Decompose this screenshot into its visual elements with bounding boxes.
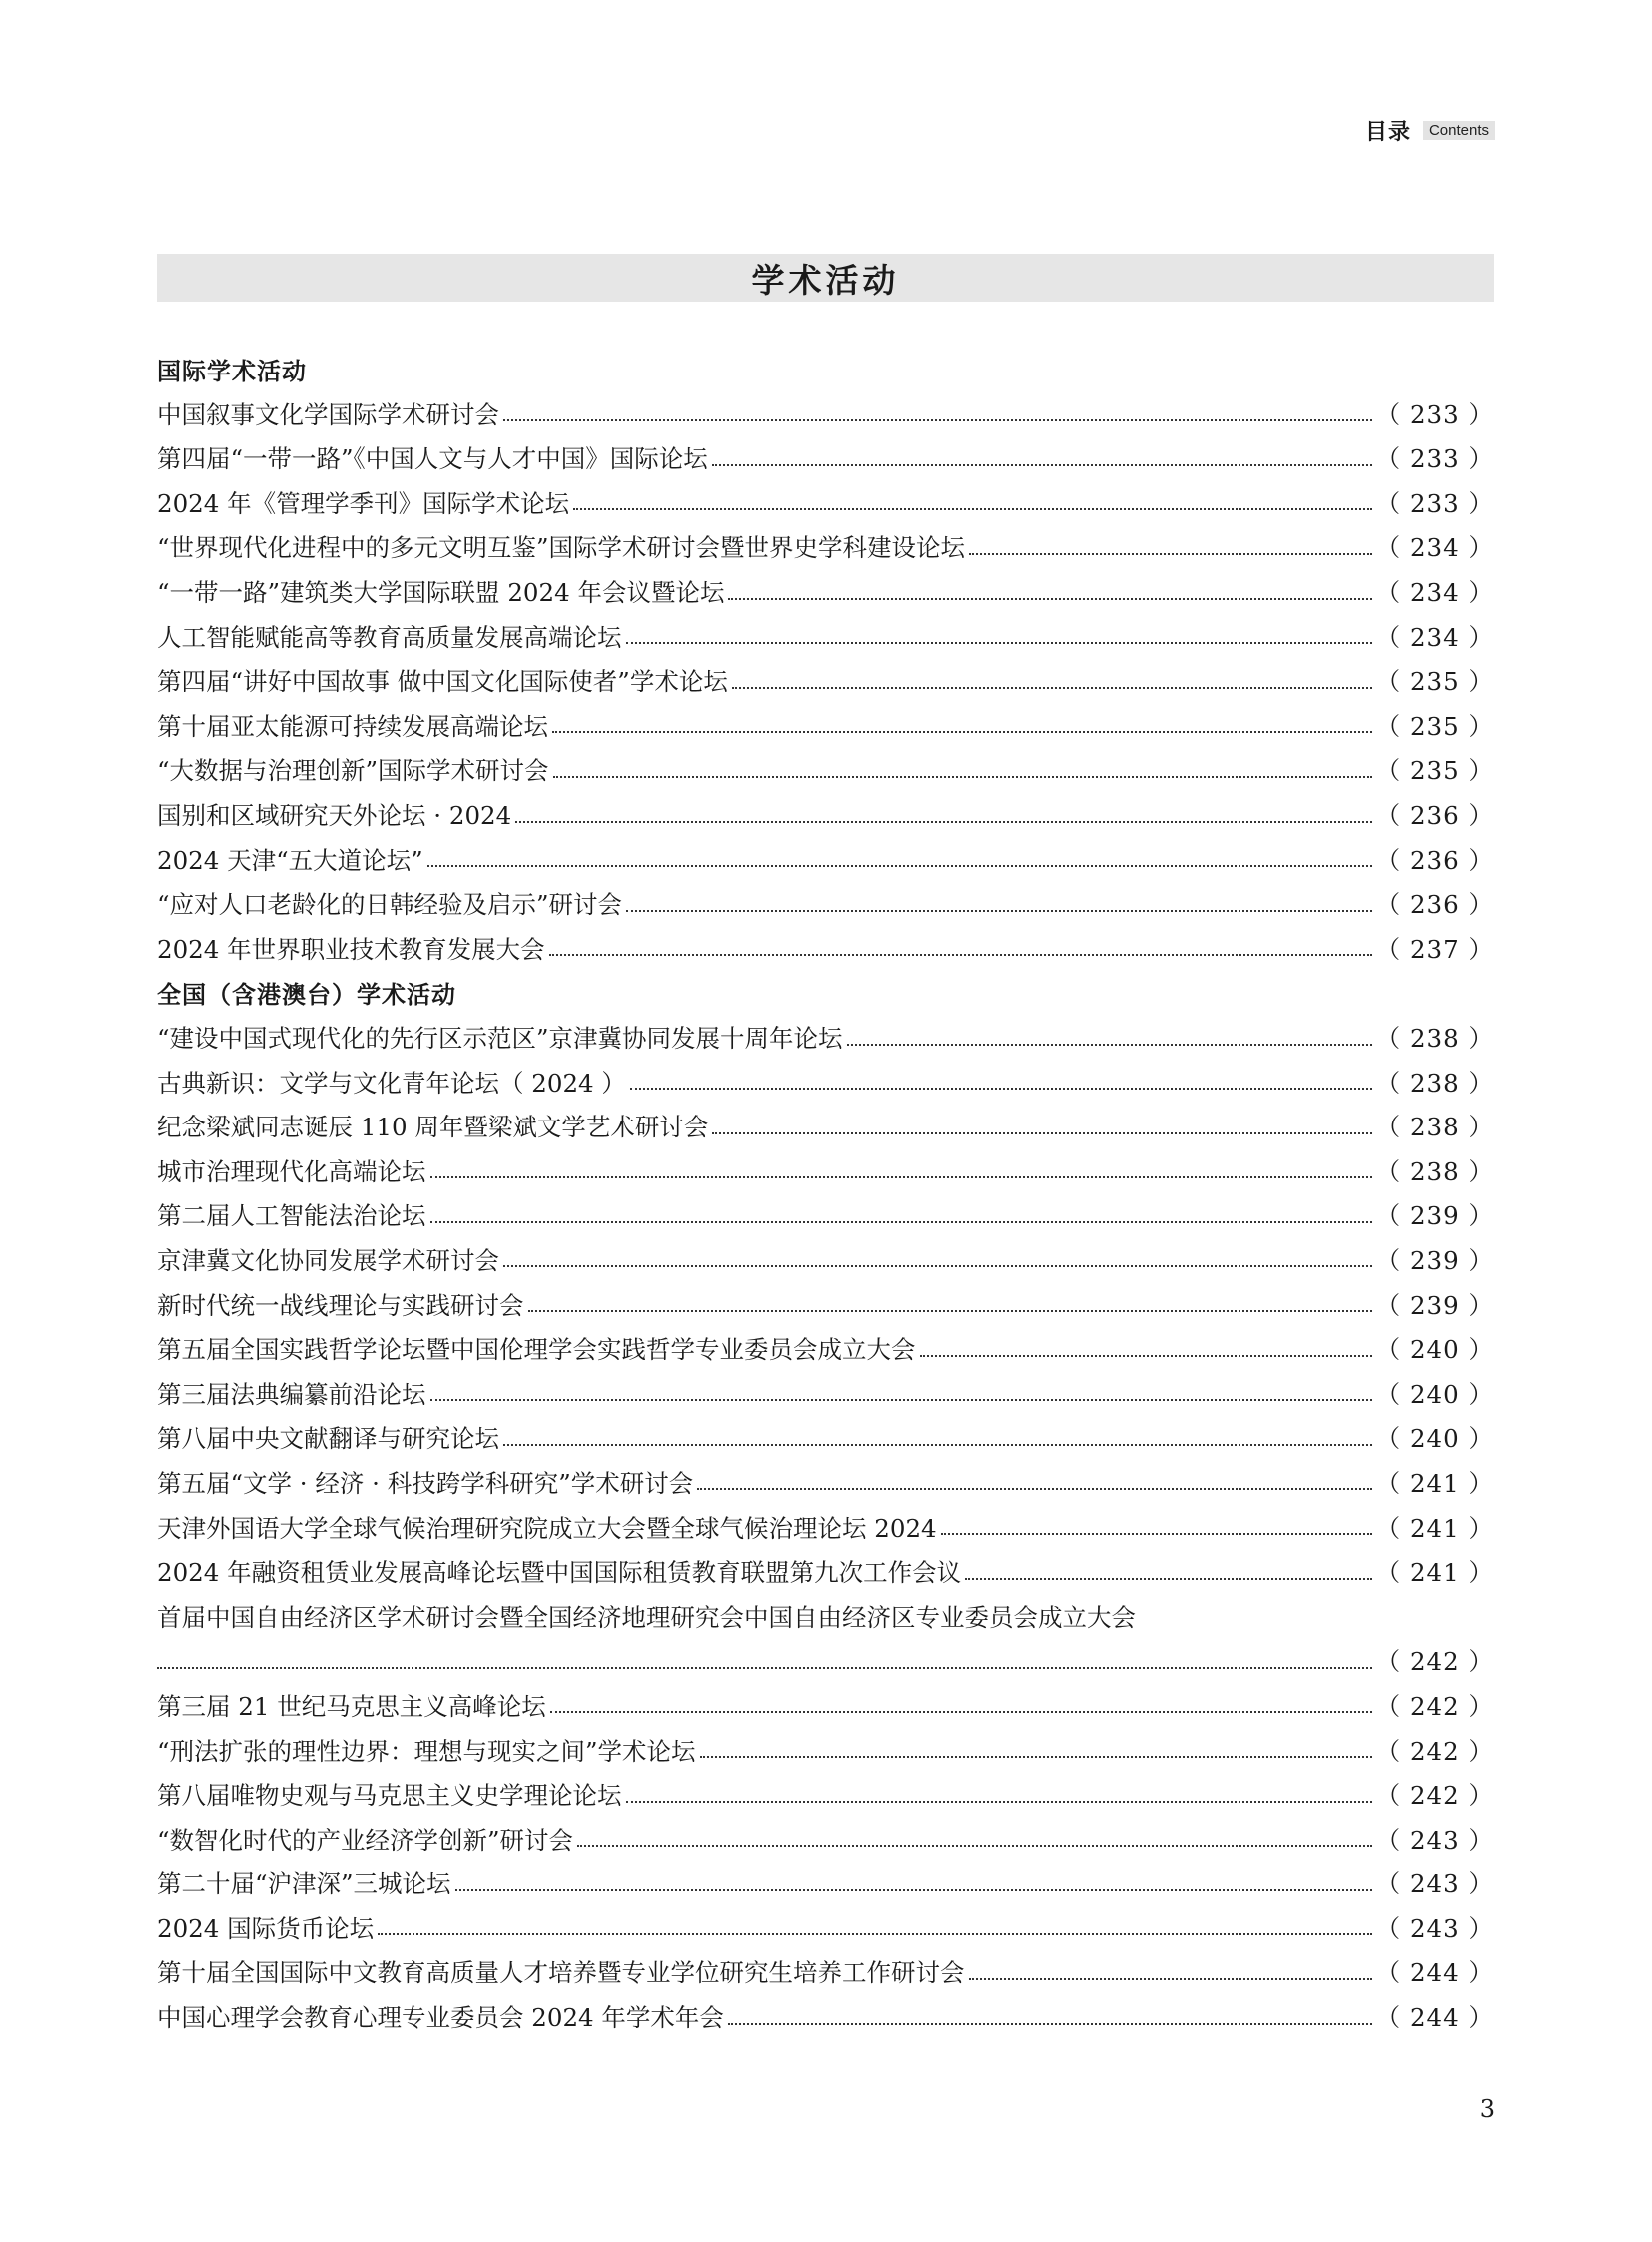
toc-leader-dots — [920, 1355, 1372, 1357]
toc-entry-title: 2024 天津“五大道论坛” — [157, 845, 423, 875]
toc-leader-dots — [550, 1711, 1372, 1713]
toc-entry-title: 2024 年世界职业技术教育发展大会 — [157, 934, 545, 964]
toc-entry[interactable] — [157, 1814, 1494, 1859]
toc-entry[interactable] — [157, 611, 1494, 656]
toc-leader-dots — [700, 1756, 1372, 1758]
toc-entry-title: 城市治理现代化高端论坛 — [157, 1156, 426, 1186]
toc-entry[interactable] — [157, 1858, 1494, 1902]
toc-entry-page: （ 233 ） — [1375, 399, 1494, 429]
toc-entry-page: （ 237 ） — [1375, 934, 1494, 964]
toc-entry[interactable] — [157, 744, 1494, 789]
toc-entry-title: “数智化时代的产业经济学创新”研讨会 — [157, 1825, 574, 1855]
page-number: 3 — [1479, 2095, 1495, 2123]
toc-group-heading-text: 国际学术活动 — [157, 357, 307, 385]
toc-entry-title: 中国叙事文化学国际学术研讨会 — [157, 399, 499, 429]
toc-entry-page: （ 239 ） — [1375, 1290, 1494, 1320]
toc-group-heading — [157, 344, 1494, 388]
toc-entry[interactable] — [157, 655, 1494, 700]
toc-leader-dots — [969, 553, 1372, 555]
toc-leader-dots — [630, 1088, 1372, 1090]
toc-entry[interactable] — [157, 1101, 1494, 1145]
toc-entry-page: （ 235 ） — [1375, 667, 1494, 697]
toc-group-heading-text: 全国（含港澳台）学术活动 — [157, 980, 456, 1009]
toc-leader-dots — [732, 687, 1372, 689]
toc-leader-dots — [847, 1044, 1372, 1046]
toc-entry-title: 第五届全国实践哲学论坛暨中国伦理学会实践哲学专业委员会成立大会 — [157, 1335, 916, 1365]
toc-entry[interactable] — [157, 1724, 1494, 1769]
toc-entry[interactable] — [157, 878, 1494, 923]
toc-entry-page: （ 244 ） — [1375, 1958, 1494, 1988]
table-of-contents — [157, 344, 1494, 2036]
toc-leader-dots — [378, 1933, 1372, 1935]
toc-entry-title: “建设中国式现代化的先行区示范区”京津冀协同发展十周年论坛 — [157, 1024, 843, 1053]
toc-entry-page: （ 240 ） — [1375, 1335, 1494, 1365]
toc-entry-page: （ 236 ） — [1375, 890, 1494, 920]
toc-entry-page: （ 243 ） — [1375, 1913, 1494, 1943]
toc-entry-page: （ 240 ） — [1375, 1424, 1494, 1454]
toc-entry-page: （ 233 ） — [1375, 444, 1494, 474]
toc-leader-dots — [553, 776, 1372, 778]
toc-entry[interactable] — [157, 834, 1494, 879]
toc-entry-page: （ 235 ） — [1375, 711, 1494, 741]
toc-entry[interactable] — [157, 789, 1494, 834]
toc-entry-page: （ 238 ） — [1375, 1068, 1494, 1098]
toc-entry-title: 第四届“讲好中国故事 做中国文化国际使者”学术论坛 — [157, 667, 728, 697]
toc-entry-title: “应对人口老龄化的日韩经验及启示”研讨会 — [157, 890, 623, 920]
toc-leader-dots — [528, 1310, 1372, 1312]
toc-entry[interactable] — [157, 388, 1494, 433]
toc-leader-dots — [965, 1578, 1372, 1580]
toc-entry[interactable] — [157, 1501, 1494, 1546]
toc-leader-dots — [626, 1801, 1372, 1803]
toc-entry-title: 第十届全国国际中文教育高质量人才培养暨专业学位研究生培养工作研讨会 — [157, 1958, 965, 1988]
section-title-band — [157, 254, 1494, 302]
toc-leader-dots — [427, 865, 1372, 867]
toc-leader-dots — [712, 464, 1372, 466]
toc-entry-title: “大数据与治理创新”国际学术研讨会 — [157, 756, 549, 786]
toc-entry[interactable] — [157, 521, 1494, 566]
toc-entry-page: （ 235 ） — [1375, 756, 1494, 786]
toc-entry[interactable] — [157, 1323, 1494, 1368]
toc-entry-continuation[interactable] — [157, 1635, 1494, 1680]
toc-entry-page: （ 243 ） — [1375, 1869, 1494, 1899]
toc-entry-page: （ 233 ） — [1375, 488, 1494, 518]
toc-entry[interactable] — [157, 477, 1494, 522]
toc-entry-page: （ 236 ） — [1375, 801, 1494, 831]
toc-entry-title: 第五届“文学 · 经济 · 科技跨学科研究”学术研讨会 — [157, 1468, 694, 1498]
toc-entry-title: 第八届唯物史观与马克思主义史学理论论坛 — [157, 1781, 622, 1811]
toc-entry[interactable] — [157, 1412, 1494, 1457]
toc-leader-dots — [728, 598, 1371, 600]
toc-entry[interactable] — [157, 1769, 1494, 1814]
toc-leader-dots — [503, 419, 1372, 421]
toc-leader-dots — [626, 642, 1372, 644]
toc-entry[interactable] — [157, 923, 1494, 968]
toc-entry-page: （ 238 ） — [1375, 1156, 1494, 1186]
toc-leader-dots — [430, 1176, 1372, 1178]
toc-entry[interactable] — [157, 1946, 1494, 1991]
toc-leader-dots — [430, 1221, 1372, 1223]
running-head-subtitle: Contents — [1423, 121, 1495, 140]
toc-leader-dots — [157, 1667, 1372, 1669]
toc-entry-page: （ 240 ） — [1375, 1379, 1494, 1409]
toc-entry[interactable] — [157, 1234, 1494, 1279]
toc-entry-page: （ 236 ） — [1375, 845, 1494, 875]
toc-entry-title: 2024 年《管理学季刊》国际学术论坛 — [157, 488, 570, 518]
toc-entry[interactable] — [157, 1902, 1494, 1947]
toc-entry-page: （ 243 ） — [1375, 1825, 1494, 1855]
toc-entry[interactable] — [157, 1991, 1494, 2036]
toc-entry[interactable] — [157, 1368, 1494, 1413]
toc-entry-page: （ 242 ） — [1375, 1781, 1494, 1811]
toc-leader-dots — [515, 821, 1371, 823]
toc-leader-dots — [941, 1533, 1372, 1535]
toc-entry-page: （ 238 ） — [1375, 1113, 1494, 1142]
toc-entry-page: （ 242 ） — [1375, 1691, 1494, 1721]
toc-leader-dots — [573, 508, 1372, 510]
running-head-title: 目录 — [1364, 120, 1411, 145]
toc-leader-dots — [969, 1978, 1372, 1980]
toc-entry-title: “一带一路”建筑类大学国际联盟 2024 年会议暨论坛 — [157, 578, 725, 608]
toc-leader-dots — [712, 1132, 1371, 1134]
toc-leader-dots — [577, 1845, 1372, 1847]
toc-entry-page: （ 241 ） — [1375, 1558, 1494, 1588]
toc-entry[interactable] — [157, 432, 1494, 477]
toc-entry-title: 2024 年融资租赁业发展高峰论坛暨中国国际租赁教育联盟第九次工作会议 — [157, 1558, 962, 1588]
toc-leader-dots — [626, 910, 1372, 912]
toc-entry-page: （ 234 ） — [1375, 533, 1494, 563]
toc-leader-dots — [728, 2023, 1372, 2025]
toc-entry-title: “世界现代化进程中的多元文明互鉴”国际学术研讨会暨世界史学科建设论坛 — [157, 533, 966, 563]
toc-entry-page: （ 234 ） — [1375, 578, 1494, 608]
toc-entry-title: 纪念梁斌同志诞辰 110 周年暨梁斌文学艺术研讨会 — [157, 1113, 709, 1142]
toc-entry-title: 第三届法典编纂前沿论坛 — [157, 1379, 426, 1409]
toc-entry-page: （ 241 ） — [1375, 1468, 1494, 1498]
toc-entry-title: 第三届 21 世纪马克思主义高峰论坛 — [157, 1691, 546, 1721]
toc-leader-dots — [430, 1399, 1372, 1401]
toc-entry-title: 中国心理学会教育心理专业委员会 2024 年学术年会 — [157, 2003, 724, 2033]
toc-entry[interactable] — [157, 566, 1494, 611]
toc-entry[interactable] — [157, 1546, 1494, 1591]
toc-entry-title: 天津外国语大学全球气候治理研究院成立大会暨全球气候治理论坛 2024 — [157, 1513, 937, 1543]
toc-entry[interactable] — [157, 1145, 1494, 1190]
toc-entry-page: （ 244 ） — [1375, 2003, 1494, 2033]
toc-entry-page: （ 239 ） — [1375, 1201, 1494, 1231]
toc-entry[interactable] — [157, 1278, 1494, 1323]
toc-entry-title: 新时代统一战线理论与实践研讨会 — [157, 1290, 524, 1320]
toc-leader-dots — [697, 1488, 1371, 1490]
toc-entry[interactable] — [157, 1057, 1494, 1102]
toc-entry[interactable] — [157, 1457, 1494, 1502]
toc-entry-title: 第十届亚太能源可持续发展高端论坛 — [157, 711, 548, 741]
toc-leader-dots — [552, 731, 1372, 733]
toc-leader-dots — [549, 954, 1372, 956]
toc-entry-page: （ 241 ） — [1375, 1513, 1494, 1543]
toc-entry[interactable] — [157, 1680, 1494, 1725]
toc-entry[interactable] — [157, 1012, 1494, 1057]
toc-leader-dots — [503, 1444, 1372, 1446]
toc-entry-title: 国别和区域研究天外论坛 · 2024 — [157, 801, 512, 831]
toc-entry-title: 第八届中央文献翻译与研究论坛 — [157, 1424, 499, 1454]
toc-entry[interactable] — [157, 700, 1494, 745]
toc-leader-dots — [455, 1889, 1372, 1891]
toc-entry-title: 第四届“一带一路”《中国人文与人才中国》国际论坛 — [157, 444, 708, 474]
toc-entry[interactable] — [157, 1591, 1494, 1636]
toc-entry-page: （ 239 ） — [1375, 1245, 1494, 1275]
toc-entry-page: （ 238 ） — [1375, 1024, 1494, 1053]
toc-entry[interactable] — [157, 1189, 1494, 1234]
toc-entry-title: 2024 国际货币论坛 — [157, 1913, 375, 1943]
toc-entry-page: （ 242 ） — [1375, 1736, 1494, 1766]
toc-entry-page: （ 234 ） — [1375, 622, 1494, 652]
running-head — [1365, 115, 1495, 146]
toc-group-heading — [157, 967, 1494, 1012]
toc-entry-page: （ 242 ） — [1375, 1647, 1494, 1677]
toc-leader-dots — [503, 1265, 1372, 1267]
toc-entry-title: “刑法扩张的理性边界：理想与现实之间”学术论坛 — [157, 1736, 696, 1766]
toc-entry-title: 古典新识：文学与文化青年论坛（ 2024 ） — [157, 1068, 626, 1098]
toc-entry-title: 人工智能赋能高等教育高质量发展高端论坛 — [157, 622, 622, 652]
toc-entry-title: 首届中国自由经济区学术研讨会暨全国经济地理研究会中国自由经济区专业委员会成立大会 — [157, 1602, 1136, 1632]
toc-entry-title: 第二十届“沪津深”三城论坛 — [157, 1869, 451, 1899]
toc-entry-title: 京津冀文化协同发展学术研讨会 — [157, 1245, 499, 1275]
toc-entry-title: 第二届人工智能法治论坛 — [157, 1201, 426, 1231]
section-title: 学术活动 — [751, 260, 900, 300]
